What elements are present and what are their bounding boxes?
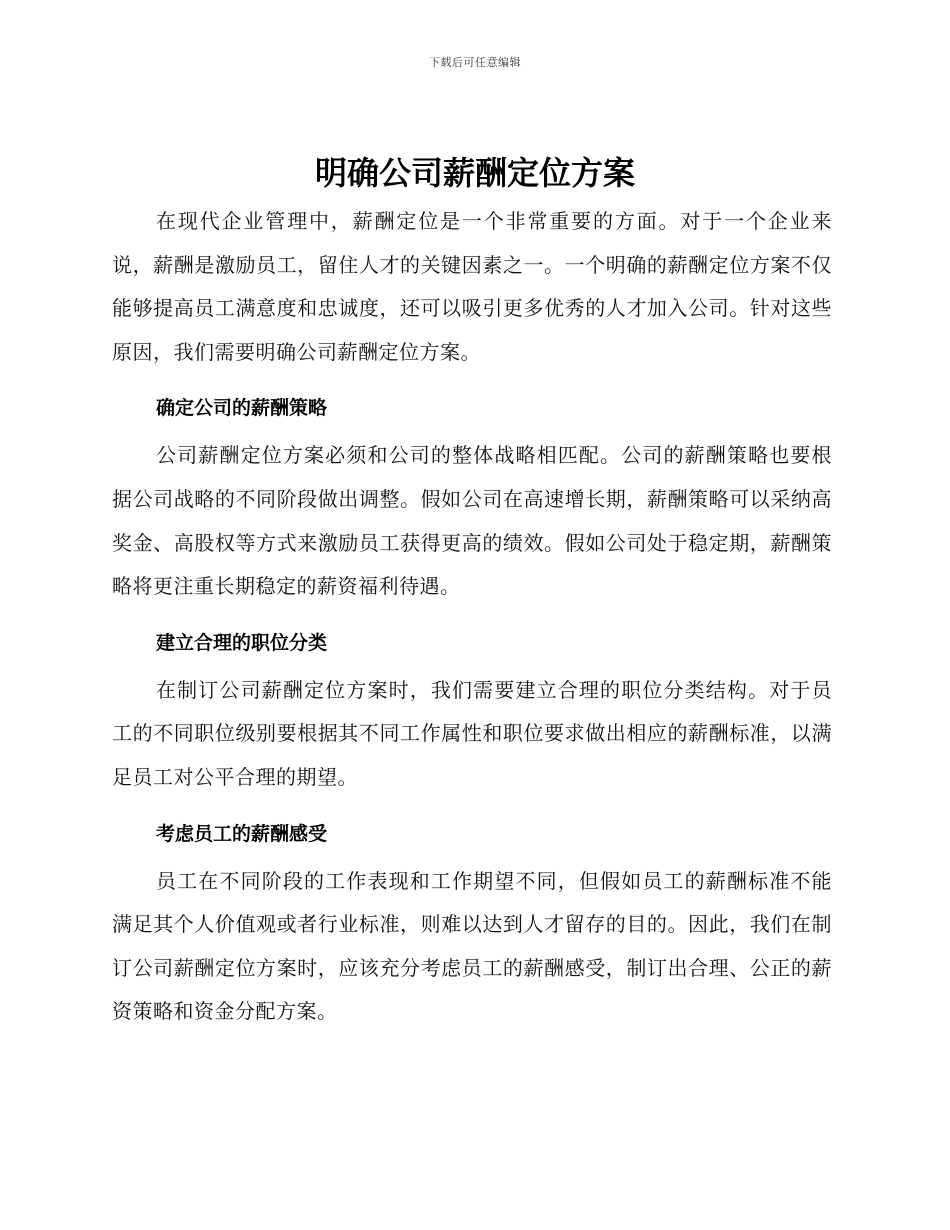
spacer (112, 374, 832, 382)
spacer (112, 800, 832, 808)
document-title: 明确公司薪酬定位方案 (314, 154, 635, 192)
section-body-strategy: 公司薪酬定位方案必须和公司的整体战略相匹配。公司的薪酬策略也要根据公司战略的不同阶段做出调整。假如公司在高速增长期，薪酬策略可以采纳高奖金、高股权等方式来激励员工获得更高的绩效。假如公司处于稳定期，薪酬策略将更注重长期稳定的薪资福利待遇。 (112, 443, 832, 599)
section-heading-classification: 建立合理的职位分类 (156, 631, 328, 654)
document-body (112, 200, 832, 1034)
intro-paragraph: 在现代企业管理中，薪酬定位是一个非常重要的方面。对于一个企业来说，薪酬是激励员工，留住人才的关键因素之一。一个明确的薪酬定位方案不仅能够提高员工满意度和忠诚度，还可以吸引更多优秀的人才加入公司。针对这些原因，我们需要明确公司薪酬定位方案。 (112, 209, 832, 364)
section-body-perception: 员工在不同阶段的工作表现和工作期望不同，但假如员工的薪酬标准不能满足其个人价值观或者行业标准，则难以达到人才留存的目的。因此，我们在制订公司薪酬定位方案时，应该充分考虑员工的薪酬感受，制订出合理、公正的薪资策略和资金分配方案。 (112, 868, 832, 1024)
section-heading-strategy: 确定公司的薪酬策略 (156, 397, 328, 420)
spacer (112, 609, 832, 617)
section-body-classification: 在制订公司薪酬定位方案时，我们需要建立合理的职位分类结构。对于员工的不同职位级别要根据其不同工作属性和职位要求做出相应的薪酬标准，以满足员工对公平合理的期望。 (112, 677, 832, 789)
header-note: 下载后可任意编辑 (429, 56, 521, 69)
section-heading-perception: 考虑员工的薪酬感受 (156, 822, 328, 845)
